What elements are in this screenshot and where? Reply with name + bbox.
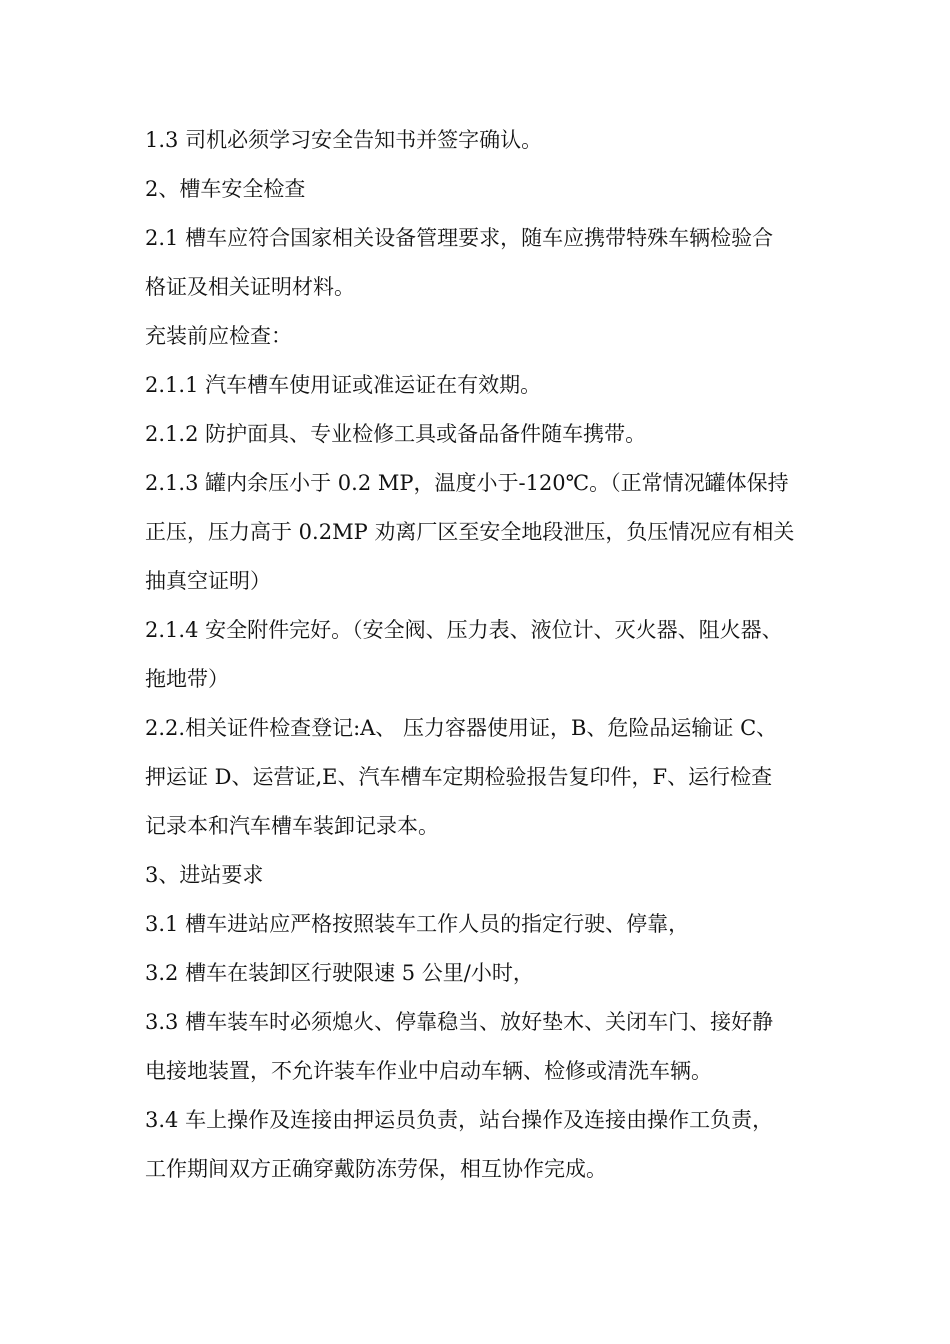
heading-3-entry-requirements: 3、进站要求 — [145, 863, 264, 887]
heading-2-tanker-safety-check: 2、槽车安全检查 — [145, 177, 306, 201]
line-3-4-part1: 3.4 车上操作及连接由押运员负责，站台操作及连接由操作工负责， — [145, 1108, 774, 1132]
line-3-3-part2: 电接地装置，不允许装车作业中启动车辆、检修或清洗车辆。 — [145, 1059, 712, 1083]
pre-filling-check-label: 充装前应检查： — [145, 324, 292, 348]
line-2-2-part3: 记录本和汽车槽车装卸记录本。 — [145, 814, 439, 838]
line-2-1-1: 2.1.1 汽车槽车使用证或准运证在有效期。 — [145, 373, 542, 397]
line-2-1-4-part1: 2.1.4 安全附件完好。（安全阀、压力表、液位计、灭火器、阻火器、 — [145, 618, 783, 642]
line-2-2-part1: 2.2.相关证件检查登记:A、 压力容器使用证，B、危险品运输证 C、 — [145, 716, 778, 740]
line-3-2: 3.2 槽车在装卸区行驶限速 5 公里/小时， — [145, 961, 534, 985]
line-3-3-part1: 3.3 槽车装车时必须熄火、停靠稳当、放好垫木、关闭车门、接好静 — [145, 1010, 774, 1034]
line-1-3-driver-sign: 1.3 司机必须学习安全告知书并签字确认。 — [145, 128, 543, 152]
document-body — [145, 116, 815, 1194]
line-2-1-3-part2: 正压，压力高于 0.2MP 劝离厂区至安全地段泄压，负压情况应有相关 — [145, 520, 795, 544]
line-2-1-part2: 格证及相关证明材料。 — [145, 275, 355, 299]
line-2-1-3-part3: 抽真空证明） — [145, 569, 271, 593]
line-2-1-4-part2: 拖地带） — [145, 667, 229, 691]
line-2-2-part2: 押运证 D、运营证,E、汽车槽车定期检验报告复印件，F、运行检查 — [145, 765, 773, 789]
line-3-1: 3.1 槽车进站应严格按照装车工作人员的指定行驶、停靠， — [145, 912, 690, 936]
line-2-1-part1: 2.1 槽车应符合国家相关设备管理要求，随车应携带特殊车辆检验合 — [145, 226, 774, 250]
line-2-1-2: 2.1.2 防护面具、专业检修工具或备品备件随车携带。 — [145, 422, 647, 446]
line-2-1-3-part1: 2.1.3 罐内余压小于 0.2 MP，温度小于-120℃。（正常情况罐体保持 — [145, 471, 789, 495]
line-3-4-part2: 工作期间双方正确穿戴防冻劳保，相互协作完成。 — [145, 1157, 607, 1181]
